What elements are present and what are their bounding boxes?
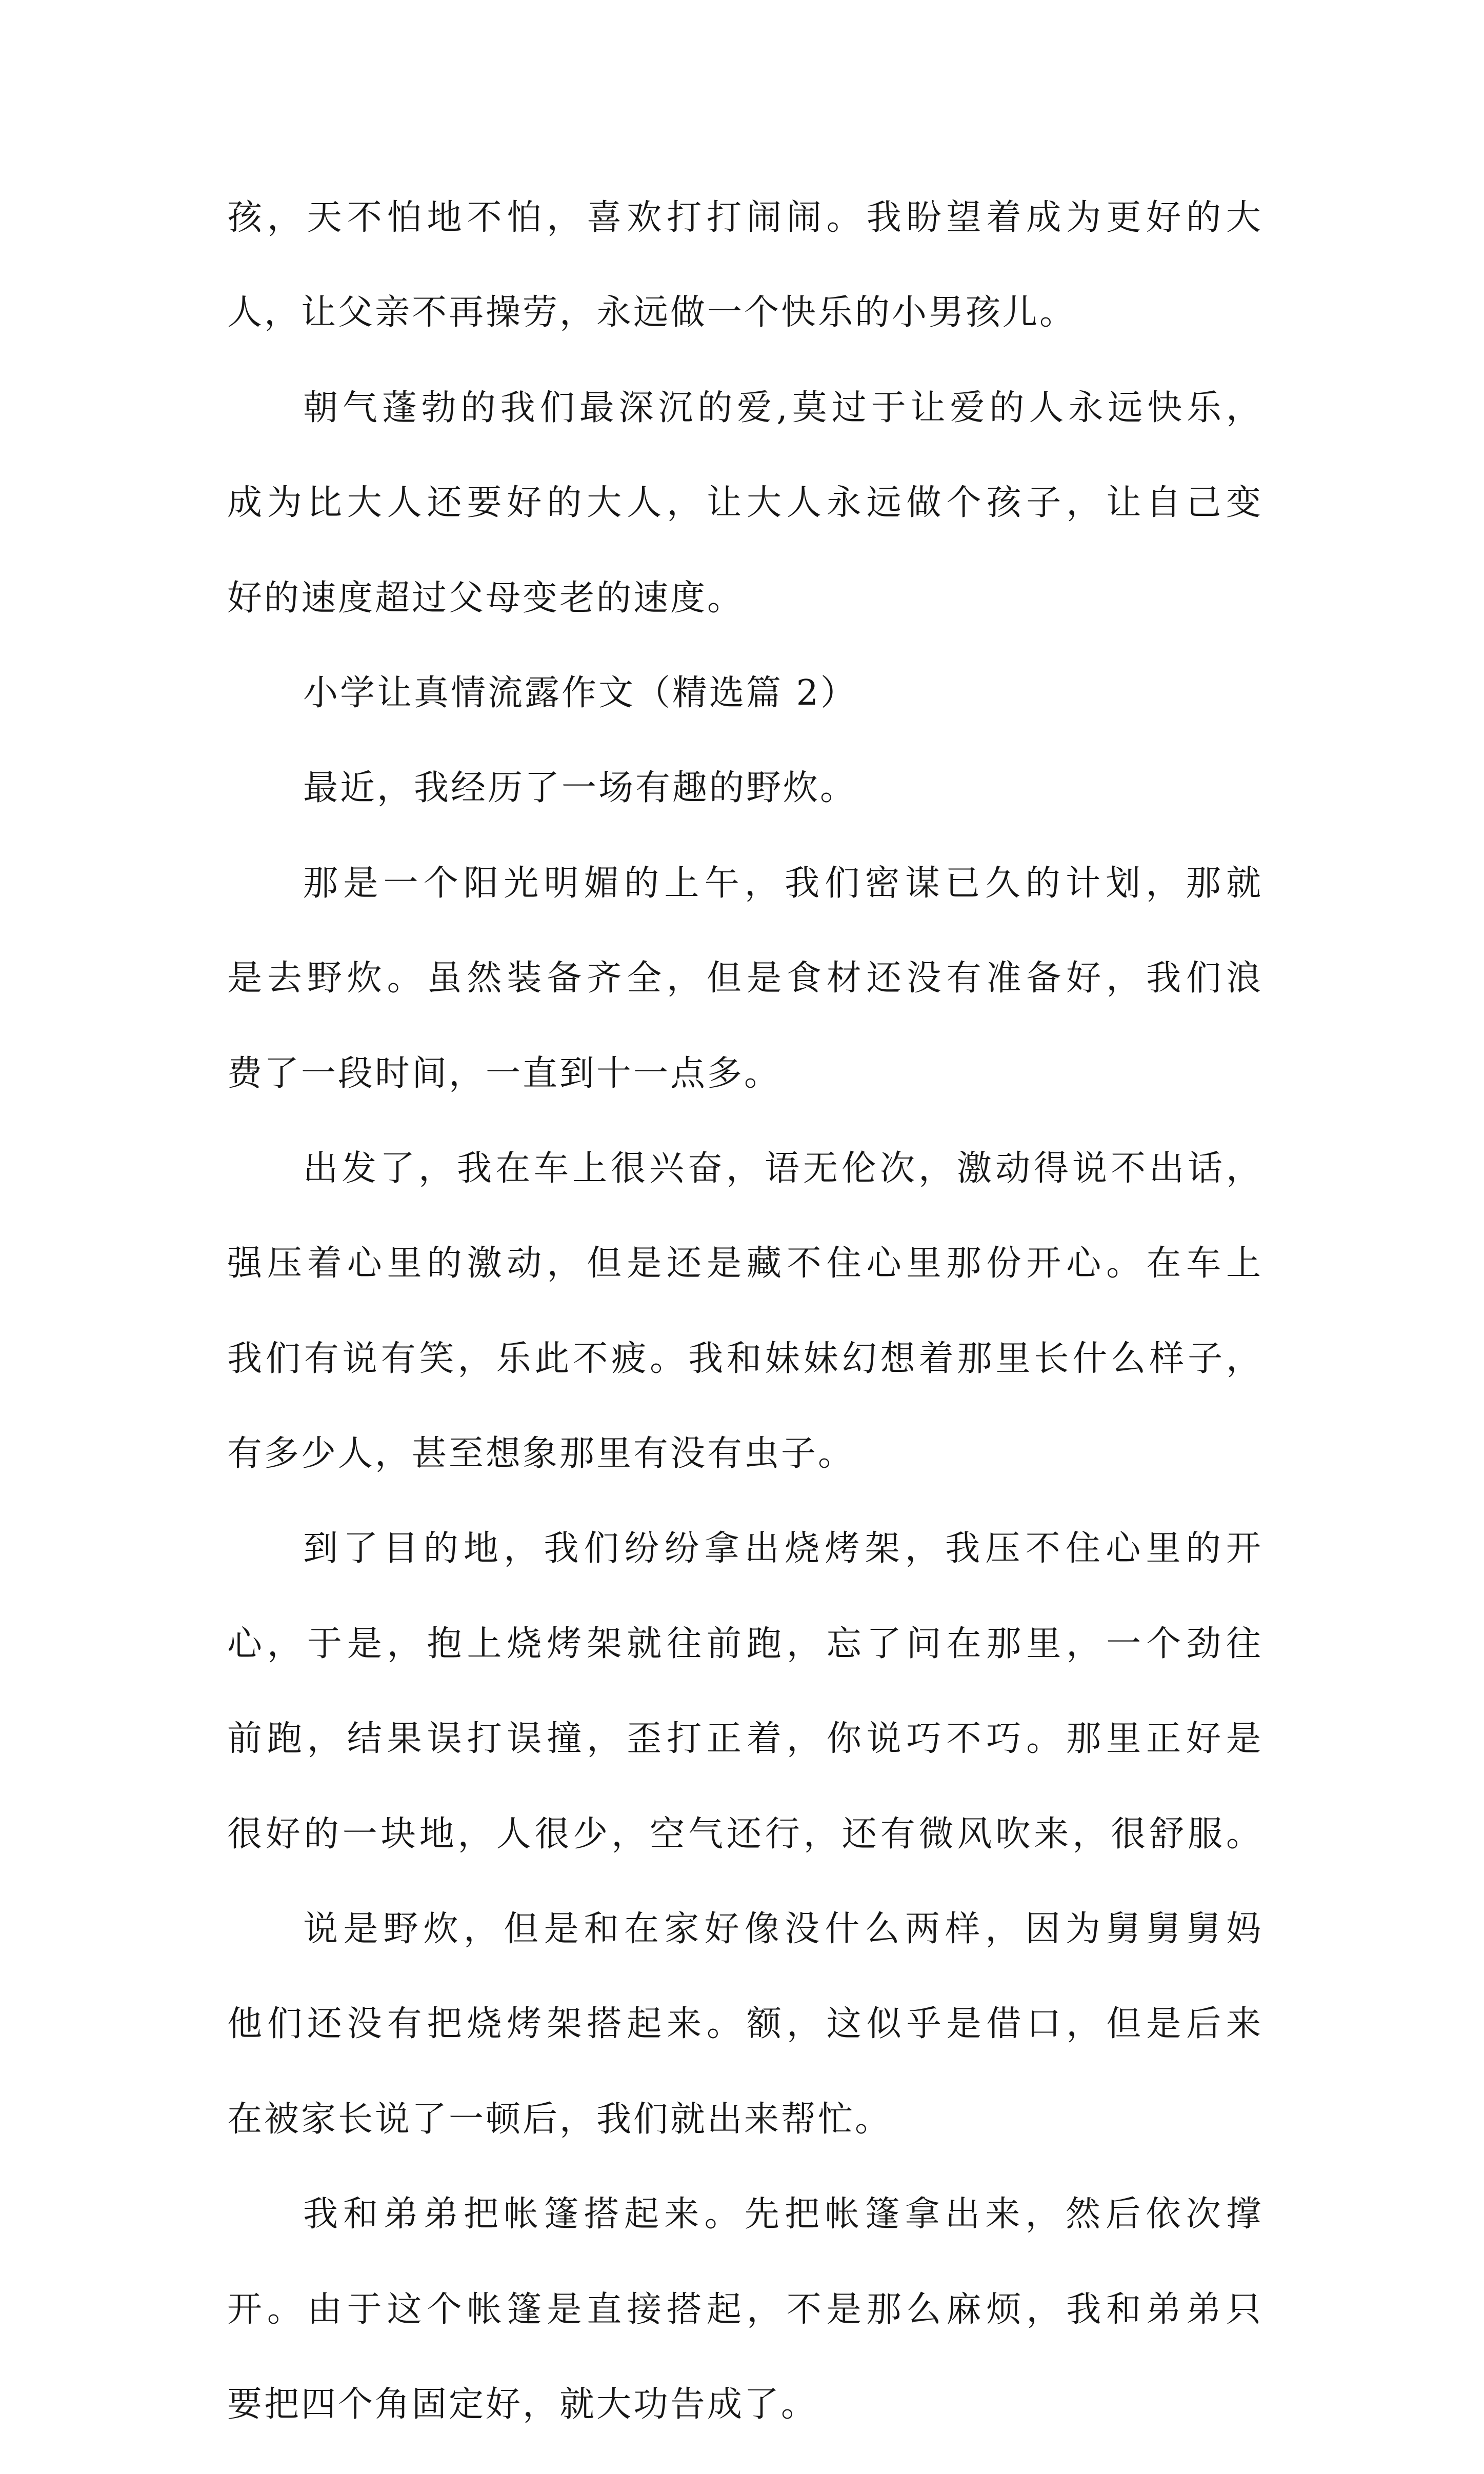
section-heading: 小学让真情流露作文（精选篇 2）: [303, 672, 857, 713]
text-line: 很好的一块地，人很少，空气还行，还有微风吹来，很舒服。: [227, 1813, 1263, 1854]
paragraph-first-line: 最近，我经历了一场有趣的野炊。: [303, 768, 857, 809]
paragraph-first-line: 说是野炊，但是和在家好像没什么两样，因为舅舅舅妈: [303, 1909, 1263, 1950]
text-line: 孩，天不怕地不怕，喜欢打打闹闹。我盼望着成为更好的大: [227, 197, 1263, 238]
text-line: 是去野炊。虽然装备齐全，但是食材还没有准备好，我们浪: [227, 958, 1263, 999]
text-line: 前跑，结果误打误撞，歪打正着，你说巧不巧。那里正好是: [227, 1719, 1263, 1760]
text-line: 要把四个角固定好，就大功告成了。: [227, 2384, 818, 2425]
text-line: 有多少人，甚至想象那里有没有虫子。: [227, 1433, 855, 1474]
text-line: 心，于是，抱上烧烤架就往前跑，忘了问在那里，一个劲往: [227, 1623, 1263, 1664]
paragraph-first-line: 到了目的地，我们纷纷拿出烧烤架，我压不住心里的开: [303, 1528, 1263, 1569]
text-line: 成为比大人还要好的大人，让大人永远做个孩子，让自己变: [227, 483, 1263, 524]
paragraph-first-line: 出发了，我在车上很兴奋，语无伦次，激动得说不出话，: [303, 1148, 1263, 1189]
text-line: 好的速度超过父母变老的速度。: [227, 577, 745, 618]
paragraph-first-line: 那是一个阳光明媚的上午，我们密谋已久的计划，那就: [303, 863, 1263, 904]
paragraph-first-line: 我和弟弟把帐篷搭起来。先把帐篷拿出来，然后依次撑: [303, 2194, 1263, 2235]
text-column: [227, 192, 1263, 2474]
text-line: 强压着心里的激动，但是还是藏不住心里那份开心。在车上: [227, 1243, 1263, 1284]
text-line: 开。由于这个帐篷是直接搭起，不是那么麻烦，我和弟弟只: [227, 2289, 1263, 2330]
text-line: 费了一段时间，一直到十一点多。: [227, 1053, 781, 1094]
text-line: 他们还没有把烧烤架搭起来。额，这似乎是借口，但是后来: [227, 2004, 1263, 2045]
text-line: 我们有说有笑，乐此不疲。我和妹妹幻想着那里长什么样子，: [227, 1338, 1263, 1379]
text-line: 人，让父亲不再操劳，永远做一个快乐的小男孩儿。: [227, 292, 1077, 333]
text-line: 在被家长说了一顿后，我们就出来帮忙。: [227, 2099, 892, 2140]
paragraph-first-line: 朝气蓬勃的我们最深沉的爱,莫过于让爱的人永远快乐，: [303, 387, 1263, 428]
